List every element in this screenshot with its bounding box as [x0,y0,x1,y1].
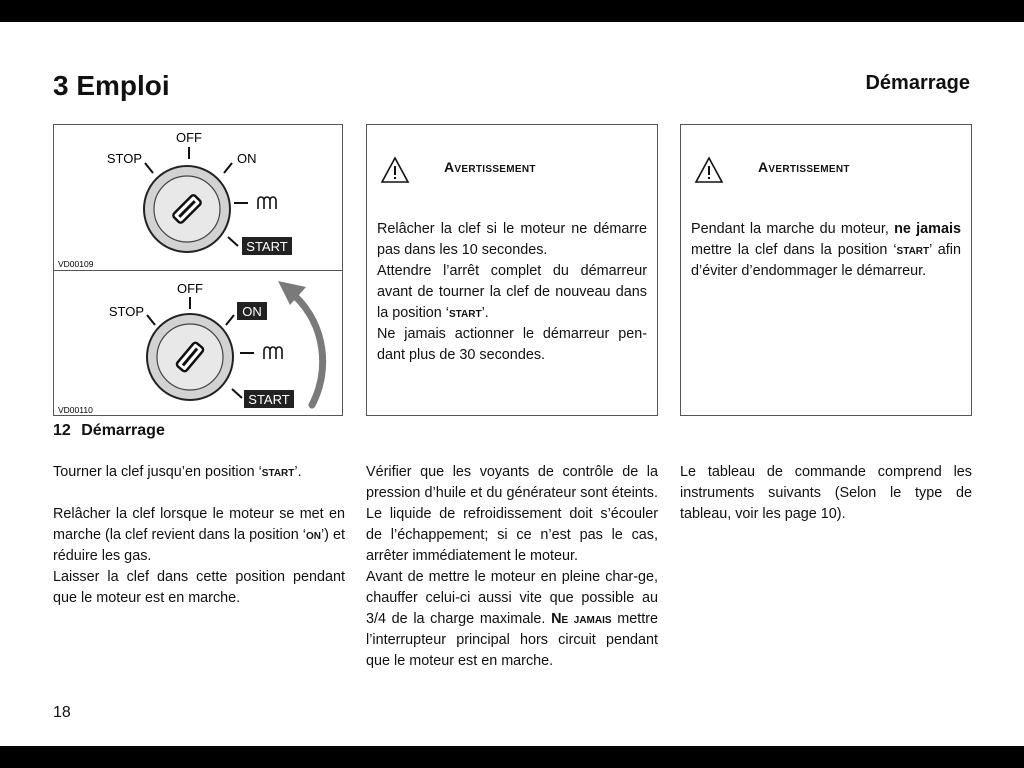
emphasis: ne jamais [894,221,961,237]
body-column-3 [680,462,972,525]
label-off-2: OFF [177,281,203,296]
warning-box-2 [680,124,972,416]
text-run: ’. [294,464,302,480]
paragraph [53,462,345,483]
body-column-1 [53,462,345,609]
glow-plug-coil-icon [258,197,276,209]
glow-plug-coil-icon-2 [264,347,282,359]
label-start: START [246,239,288,254]
label-on: ON [237,151,257,166]
warning-box-1 [366,124,658,416]
text-run: Relâcher la clef lorsque le moteur se met en marche (la clef revient dans la position ‘ [53,506,345,543]
start-keyword: start [449,305,482,321]
start-keyword: start [261,464,295,480]
body-column-2 [366,462,658,672]
paragraph [366,567,658,672]
warning-triangle-icon [380,156,410,184]
figure-code-top: VD00109 [58,259,94,269]
figure-code-bottom: VD00110 [58,405,93,415]
paragraph [53,504,345,567]
warning-line: Ne jamais actionner le démarreur pen-dant plus de 30 secondes. [377,326,647,363]
warning-triangle-icon [694,156,724,184]
text-run: Tourner la clef jusqu’en position ‘ [53,464,262,480]
page-number: 18 [53,704,71,721]
top-frame-bar [0,0,1024,22]
warning-title: Avertissement [444,159,536,175]
emphasis: Ne jamais [551,611,612,627]
figure-divider [54,270,342,271]
text-run: Pendant la marche du moteur, [691,221,895,237]
curved-arrow-icon [278,281,323,405]
paragraph: Laisser la clef dans cette position pendant que le moteur est en marche. [53,569,345,606]
paragraph: Le tableau de commande comprend les instruments suivants (Selon le type de tableau, voir les page 10). [680,464,972,522]
start-keyword: start [896,242,930,258]
ignition-switch-start-position [58,281,323,415]
ignition-diagram [54,125,344,417]
figure-caption [53,421,165,441]
ignition-figure [53,124,343,416]
label-stop: STOP [106,151,142,166]
warning-line [377,261,647,324]
chapter-title: 3 Emploi [53,70,170,101]
warning-title: Avertissement [758,159,850,175]
label-on-2: ON [242,304,262,319]
text-run: Avant de mettre le moteur en pleine char-ge, chauffer celui-ci aussi vite que possible au 3/4 de la charge maximale. [366,569,658,627]
text-run: Attendre l’arrêt complet du démarreur avant de tourner la clef de nouveau dans la position ‘ [377,263,647,321]
label-stop-2: STOP [108,304,144,319]
section-title: Démarrage [865,72,970,94]
text-run: ’ afin d’éviter d’endommager le démarreur. [691,242,961,279]
warning-line: Relâcher la clef si le moteur ne démarre pas dans les 10 secondes. [377,221,647,258]
label-off: OFF [176,130,202,145]
bottom-frame-bar [0,746,1024,768]
text-run: mettre l’interrupteur principal hors circuit pendant que le moteur est en marche. [366,611,658,669]
figure-caption-number: 12 [53,422,71,439]
warning-text [691,219,961,282]
ignition-switch-off-position [58,130,292,269]
figure-caption-text: Démarrage [81,422,165,439]
label-start-2: START [248,392,290,407]
warning-text [377,219,647,366]
paragraph: Vérifier que les voyants de contrôle de la pression d’huile et du générateur sont éteints. Le liquide de refroidissement doit s’écouler de l’échappement; si ce n’est pas le cas, arrêter immédiatement le moteur. [366,464,658,564]
text-run: ’) et réduire les gas. [53,527,345,564]
text-run: ’. [481,305,489,321]
on-keyword: on [305,527,321,543]
text-run: mettre la clef dans la position ‘ [691,242,897,258]
